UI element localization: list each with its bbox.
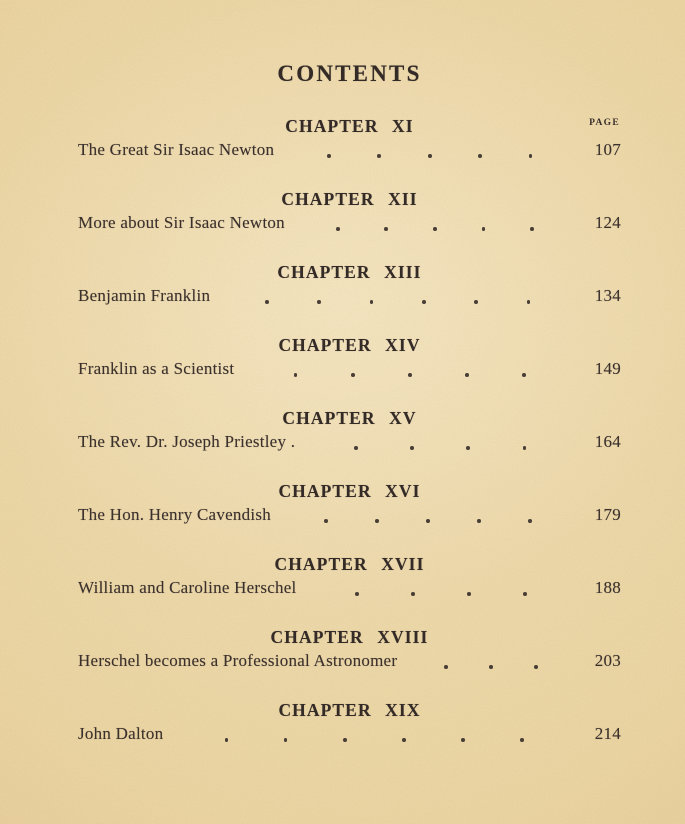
toc-entry: [78, 651, 621, 675]
leader-dot: [354, 446, 358, 450]
dot-leader: [271, 505, 585, 529]
page-number: 124: [594, 213, 621, 232]
leader-dot: [528, 519, 532, 523]
chapter-title: The Great Sir Isaac Newton: [78, 140, 275, 159]
chapter-title: Franklin as a Scientist: [78, 359, 235, 378]
chapter-heading: CHAPTER XII: [281, 189, 418, 209]
leader-dot: [529, 154, 533, 158]
contents-title: CONTENTS: [277, 61, 422, 86]
leader-dot: [474, 300, 478, 304]
chapter-section: [78, 625, 621, 675]
chapter-heading-row: [78, 406, 621, 430]
chapter-heading: CHAPTER XIV: [278, 335, 421, 355]
page-number: 203: [594, 651, 621, 670]
leader-dot: [482, 227, 486, 231]
dot-leader: [397, 651, 585, 675]
leader-dot: [343, 738, 347, 742]
leader-dot: [530, 227, 534, 231]
page-column-label: PAGE: [589, 118, 620, 128]
leader-dot: [294, 373, 298, 377]
chapter-list: [78, 114, 621, 748]
toc-entry: [78, 724, 621, 748]
toc-entry: [78, 359, 621, 383]
chapter-heading: CHAPTER XV: [282, 408, 417, 428]
chapter-title: William and Caroline Herschel: [78, 578, 297, 597]
chapter-section: [78, 333, 621, 383]
leader-dot: [461, 738, 465, 742]
leader-dot: [317, 300, 321, 304]
toc-entry: [78, 578, 621, 602]
page-number: 149: [594, 359, 621, 378]
leader-dot: [225, 738, 229, 742]
chapter-heading-row: [78, 114, 621, 138]
page-number: 179: [594, 505, 621, 524]
toc-entry: [78, 432, 621, 456]
chapter-heading: CHAPTER XVIII: [270, 627, 429, 647]
dot-leader: [274, 140, 585, 164]
leader-dot: [428, 154, 432, 158]
leader-dot: [422, 300, 426, 304]
leader-dot: [411, 592, 415, 596]
leader-dot: [522, 373, 526, 377]
leader-dot: [410, 446, 414, 450]
chapter-heading: CHAPTER XI: [285, 116, 414, 136]
chapter-heading-row: [78, 333, 621, 357]
page-number: 164: [594, 432, 621, 451]
toc-entry: [78, 505, 621, 529]
toc-entry: [78, 286, 621, 310]
chapter-heading: CHAPTER XVI: [278, 481, 421, 501]
leader-dot: [444, 665, 448, 669]
leader-dot: [534, 665, 538, 669]
leader-dot: [478, 154, 482, 158]
chapter-section: [78, 406, 621, 456]
leader-dot: [265, 300, 269, 304]
chapter-section: [78, 114, 621, 164]
leader-dot: [523, 446, 527, 450]
chapter-section: [78, 552, 621, 602]
page-number: 214: [594, 724, 621, 743]
leader-dot: [466, 446, 470, 450]
leader-dot: [384, 227, 388, 231]
leader-dot: [402, 738, 406, 742]
dot-leader: [295, 432, 585, 456]
chapter-heading: CHAPTER XVII: [274, 554, 425, 574]
page-number: 134: [594, 286, 621, 305]
leader-dot: [351, 373, 355, 377]
chapter-heading-row: [78, 260, 621, 284]
leader-dot: [489, 665, 493, 669]
leader-dot: [523, 592, 527, 596]
chapter-title: The Rev. Dr. Joseph Priestley .: [78, 432, 296, 451]
leader-dot: [426, 519, 430, 523]
page-number: 188: [594, 578, 621, 597]
chapter-section: [78, 479, 621, 529]
chapter-section: [78, 260, 621, 310]
leader-dot: [375, 519, 379, 523]
chapter-section: [78, 187, 621, 237]
dot-leader: [297, 578, 585, 602]
leader-dot: [327, 154, 331, 158]
chapter-section: [78, 698, 621, 748]
leader-dot: [477, 519, 481, 523]
leader-dot: [324, 519, 328, 523]
dot-leader: [285, 213, 585, 237]
chapter-heading-row: [78, 187, 621, 211]
leader-dot: [520, 738, 524, 742]
chapter-heading-row: [78, 625, 621, 649]
leader-dot: [408, 373, 412, 377]
toc-entry: [78, 140, 621, 164]
dot-leader: [234, 359, 585, 383]
page-number: 107: [594, 140, 621, 159]
leader-dot: [284, 738, 288, 742]
leader-dot: [527, 300, 531, 304]
leader-dot: [355, 592, 359, 596]
leader-dot: [377, 154, 381, 158]
chapter-title: More about Sir Isaac Newton: [78, 213, 285, 232]
chapter-heading-row: [78, 698, 621, 722]
chapter-heading-row: [78, 552, 621, 576]
dot-leader: [163, 724, 585, 748]
chapter-heading: CHAPTER XIII: [277, 262, 422, 282]
leader-dot: [433, 227, 437, 231]
chapter-title: Benjamin Franklin: [78, 286, 211, 305]
leader-dot: [370, 300, 374, 304]
chapter-title: Herschel becomes a Professional Astronomer: [78, 651, 398, 670]
chapter-title: The Hon. Henry Cavendish: [78, 505, 271, 524]
leader-dot: [336, 227, 340, 231]
chapter-heading-row: [78, 479, 621, 503]
toc-entry: [78, 213, 621, 237]
chapter-heading: CHAPTER XIX: [278, 700, 421, 720]
leader-dot: [467, 592, 471, 596]
chapter-title: John Dalton: [78, 724, 164, 743]
leader-dot: [465, 373, 469, 377]
dot-leader: [210, 286, 585, 310]
